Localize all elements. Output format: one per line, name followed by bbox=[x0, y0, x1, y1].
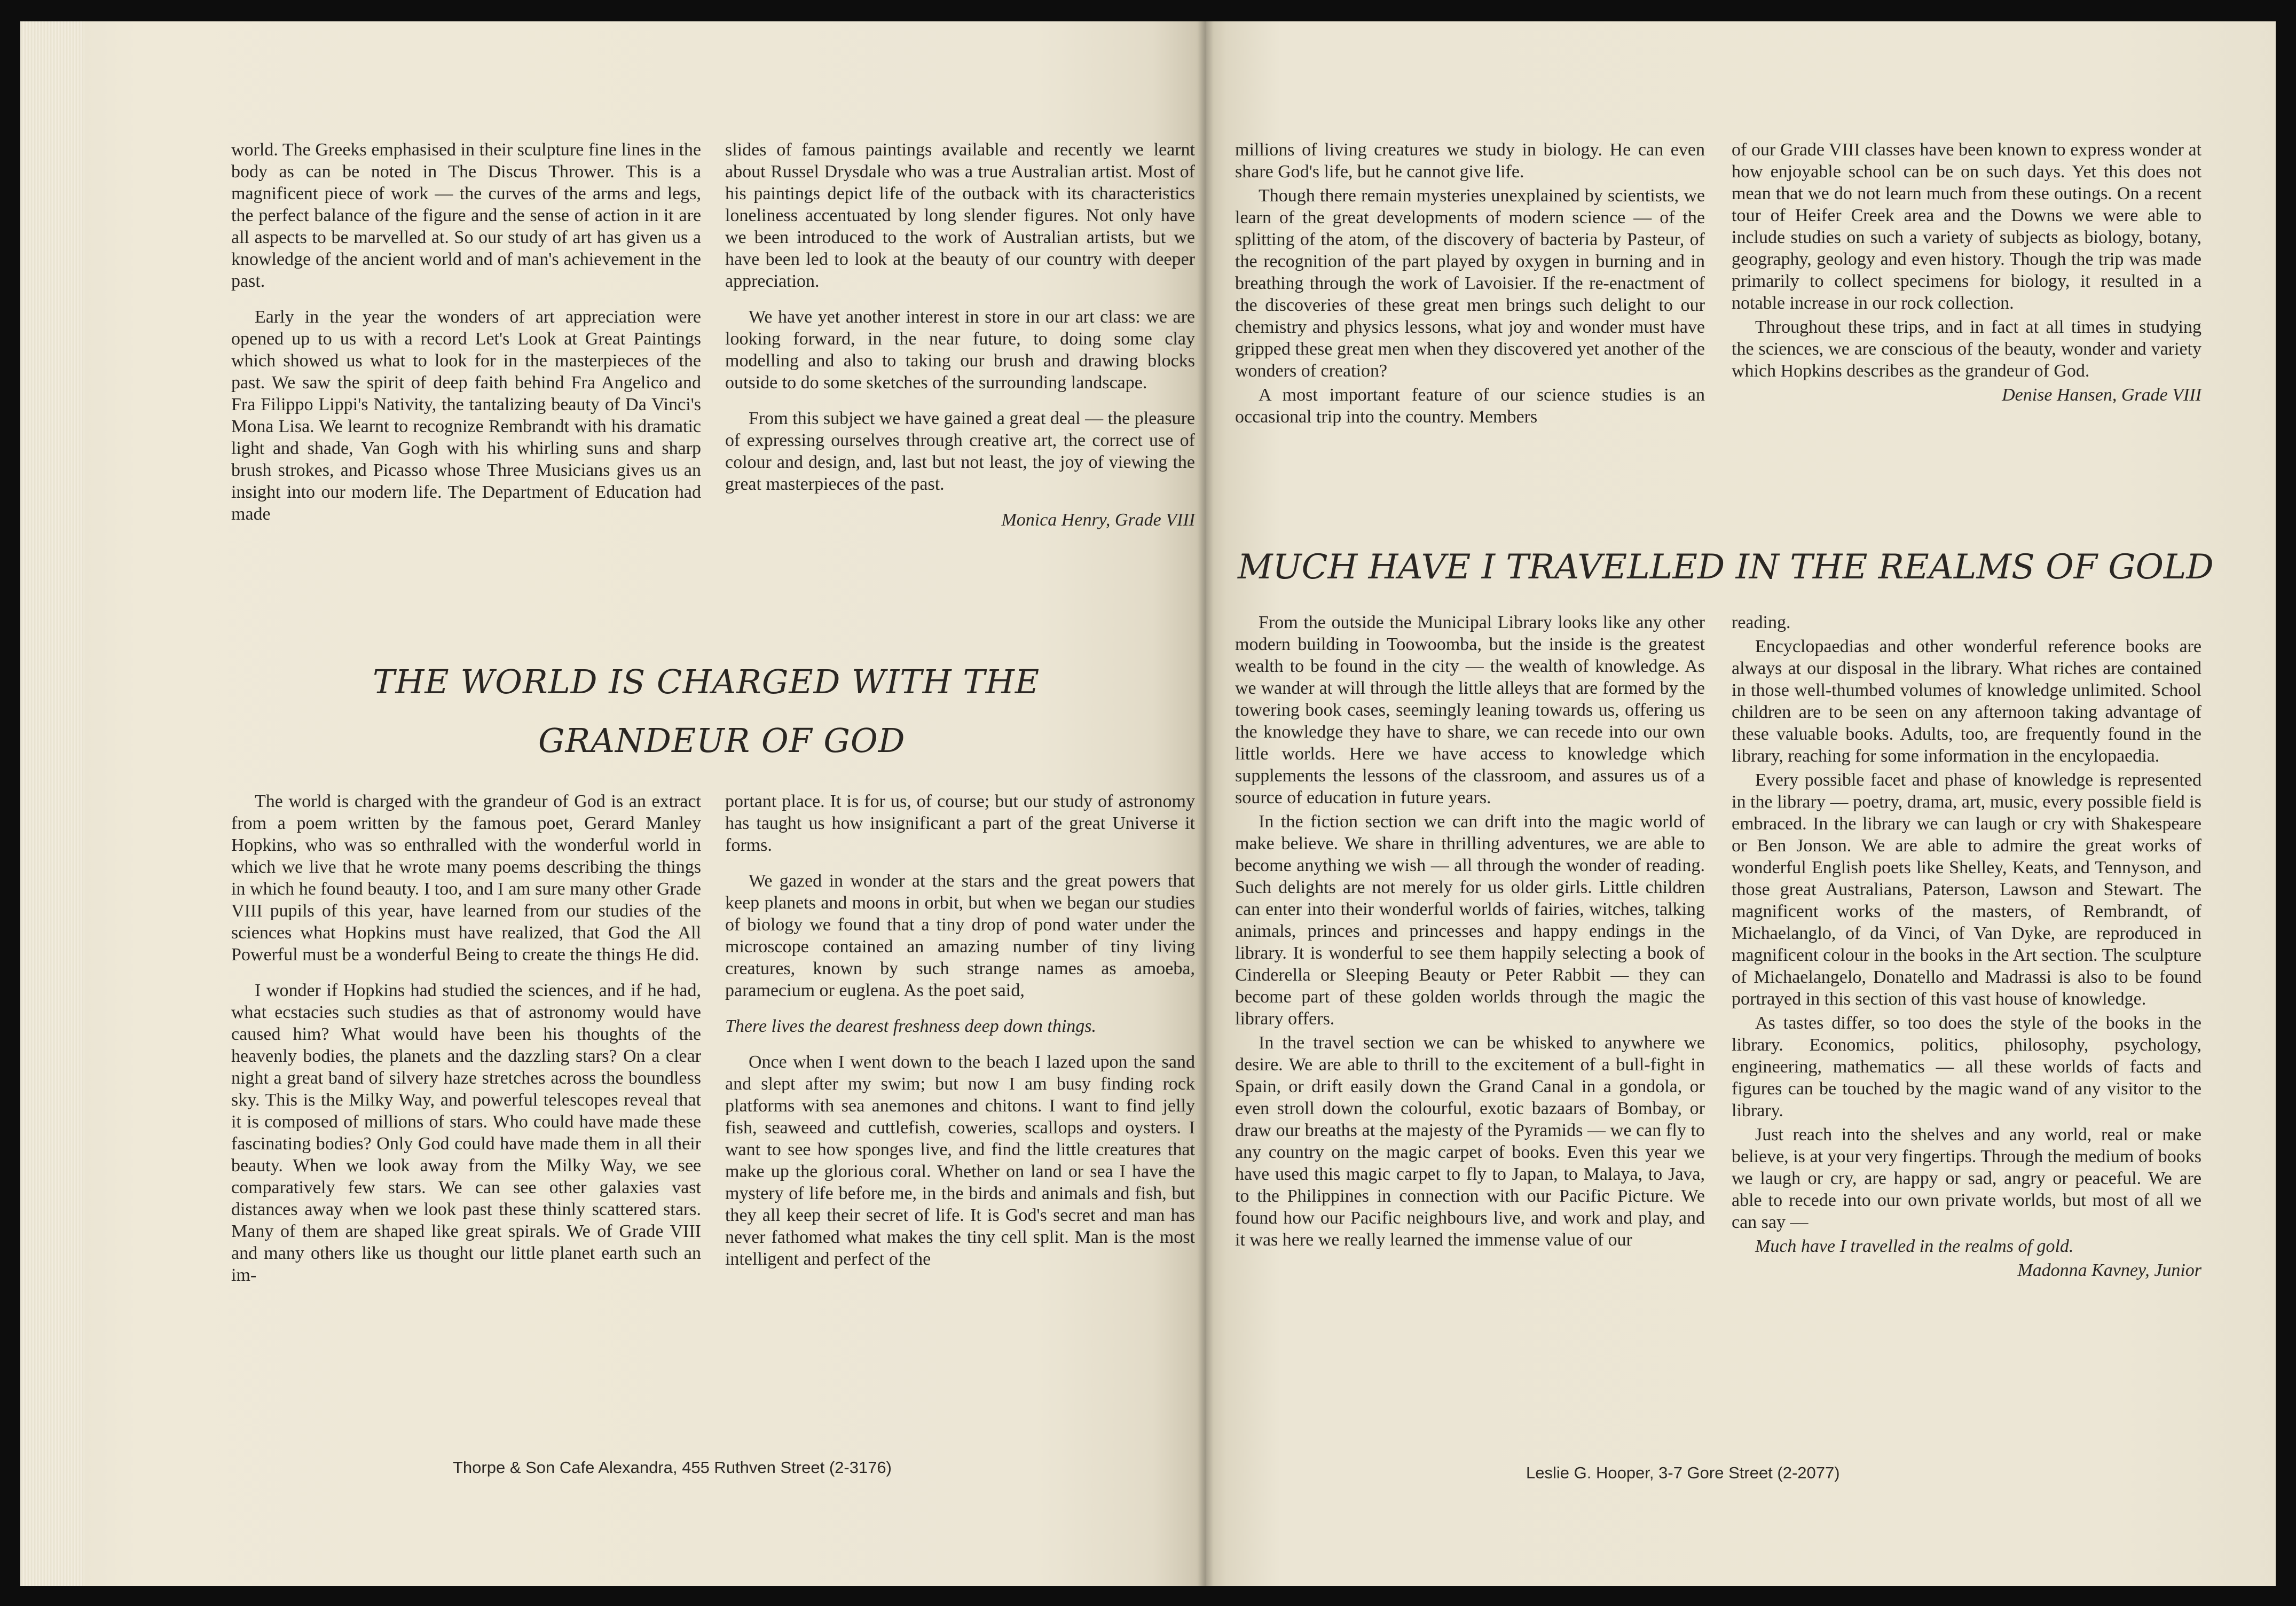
author-signature: Madonna Kavney, Junior bbox=[2017, 1260, 2201, 1280]
paragraph: Early in the year the wonders of art appreciation were opened up to us with a record Let's Look at Great Paintings which showed us what to look for in the masterpieces of the past. We saw the spirit of deep faith behind Fra Angelico and Fra Filippo Lippi's Nativity, the tantalizing beauty of Da Vinci's Mona Lisa. We learnt to recognize Rembrandt with his dramatic light and shade, Van Gogh with his whirling suns and sharp brush strokes, and Picasso whose Three Musicians gives us an insight into our modern life. The Department of Education had made bbox=[231, 307, 701, 524]
advertiser-footer: Thorpe & Son Cafe Alexandra, 455 Ruthven Street (2-3176) bbox=[453, 1458, 892, 1477]
paragraph: of our Grade VIII classes have been known to express wonder at how enjoyable school can be on such days. Yet this does not mean that we do not learn much from these outings. On a recent tour of Heifer Creek area and the Downs we were able to include studies on such a variety of subjects as biology, botany, geography, geology and even history. Though the trip was made primarily to collect specimens for biology, it resulted in a notable increase in our rock collection. bbox=[1732, 140, 2201, 313]
author-signature: Monica Henry, Grade VIII bbox=[1001, 510, 1195, 530]
paragraph: Throughout these trips, and in fact at all times in studying the sciences, we are conscious of the beauty, wonder and variety which Hopkins describes as the grandeur of God. bbox=[1732, 317, 2201, 381]
grandeur-article-column-2 bbox=[725, 790, 1195, 1284]
paragraph: millions of living creatures we study in biology. He can even share God's life, but he cannot give life. bbox=[1235, 140, 1705, 182]
paragraph: Encyclopaedias and other wonderful reference books are always at our disposal in the library. What riches are contained in those well-thumbed volumes of knowledge unlimited. School children are to be seen on any afternoon taking advantage of these valuable books. Adults, too, are frequently found in the library, reaching for some information in the encylopaedia. bbox=[1732, 637, 2201, 766]
grandeur-article-column-3 bbox=[1235, 139, 1705, 430]
grandeur-article-column-1 bbox=[231, 790, 701, 1300]
paragraph: slides of famous paintings available and recently we learnt about Russel Drysdale who was a true Australian artist. Most of his paintings depict life of the outback with its characteristics loneliness accentuated by long slender figures. Not only have we been introduced to the work of Australian artists, but we have been led to look at the beauty of our country with deeper appreciation. bbox=[725, 140, 1195, 291]
poem-quote: There lives the dearest freshness deep down things. bbox=[725, 1016, 1097, 1036]
left-page bbox=[20, 21, 1206, 1586]
paragraph: From the outside the Municipal Library looks like any other modern building in Toowoomba, but the inside is the greatest wealth to be found in the city — the wealth of knowledge. As we wander at will through the little alleys that are formed by the towering book cases, seemingly leaning towards us, offering us the knowledge they have to share, we can recede into our own little worlds. Here we have access to knowledge which supplements the lessons of the classroom, and assures us of a source of education in future years. bbox=[1235, 613, 1705, 808]
paragraph: Once when I went down to the beach I lazed upon the sand and slept after my swim; but now I am busy finding rock platforms with sea anemones and chitons. I want to find jelly fish, seaweed and cuttlefish, coweries, scallops and oysters. I want to see how sponges live, and find the little creatures that make up the glorious coral. Whether on land or sea I have the mystery of life before me, in the birds and animals and fish, but they all keep their secret of life. It is God's secret and man has never fathomed what makes the tiny cell split. Man is the most intelligent and perfect of the bbox=[725, 1052, 1195, 1269]
paragraph: The world is charged with the grandeur of God is an extract from a poem written by the famous poet, Gerard Manley Hopkins, who was so enthralled with the wonderful world in which we live that he wrote many poems describing the things in which he found beauty. I too, and I am sure many other Grade VIII pupils of this year, have learned from our studies of the sciences what Hopkins must have realized, that God the All Powerful must be a wonderful Being to create the things He did. bbox=[231, 792, 701, 965]
poem-quote: Much have I travelled in the realms of gold. bbox=[1755, 1236, 2074, 1256]
paragraph: world. The Greeks emphasised in their sculpture fine lines in the body as can be noted in The Discus Thrower. This is a magnificent piece of work — the curves of the arms and legs, the perfect balance of the figure and the sense of action in it are all aspects to be marvelled at. So our study of art has given us a knowledge of the ancient world and of man's achievement in the past. bbox=[231, 140, 701, 291]
article-title: MUCH HAVE I TRAVELLED IN THE REALMS OF GOLD bbox=[1238, 547, 2214, 587]
article-title-line-1: THE WORLD IS CHARGED WITH THE bbox=[373, 662, 1040, 701]
grandeur-article-column-4 bbox=[1732, 139, 2201, 420]
spine-gutter bbox=[1198, 21, 1214, 1586]
art-article-column-2 bbox=[725, 139, 1195, 545]
paragraph: A most important feature of our science studies is an occasional trip into the country. Members bbox=[1235, 385, 1705, 427]
paragraph: We gazed in wonder at the stars and the great powers that keep planets and moons in orbit, but when we began our studies of biology we found that a tiny drop of pond water under the microscope contained an amazing number of tiny living creatures, known by such strange names as amoeba, paramecium or euglena. As the poet said, bbox=[725, 871, 1195, 1000]
author-signature: Denise Hansen, Grade VIII bbox=[2002, 385, 2201, 405]
paragraph: Every possible facet and phase of knowledge is represented in the library — poetry, drama, art, music, every possible field is embraced. In the library we can laugh or cry with Shakespeare or Ben Jonson. We are able to admire the great works of wonderful English poets like Shelley, Keats, and Tennyson, and those great Australians, Paterson, Lawson and Stewart. The magnificent works of the masters, of Rembrandt, of Michaelanglo, of da Vinci, of Van Dyke, are reproduced in magnificent colour in the books in the Art section. The sculpture of Michaelangelo, Donatello and Madrassi is also to be found portrayed in this section of this vast house of knowledge. bbox=[1732, 770, 2201, 1009]
magazine-spread bbox=[20, 21, 2276, 1586]
page-stack-edge bbox=[20, 21, 84, 1586]
paragraph: As tastes differ, so too does the style of the books in the library. Economics, politics, philosophy, psychology, engineering, mathematics — all these worlds of facts and figures can be touched by the magic wand of any visitor to the library. bbox=[1732, 1013, 2201, 1121]
paragraph: In the travel section we can be whisked to anywhere we desire. We are able to thrill to the excitement of a bull-fight in Spain, or drift easily down the Grand Canal in a gondola, or even stroll down the colourful, exotic bazaars of Bombay, or draw our breaths at the majesty of the Pyramids — we can fly to any country on the magic carpet of books. Even this year we have used this magic carpet to fly to Japan, to Malaya, to Java, to the Philippines in connection with our Pacific Picture. We found how our Pacific neighbours live, and work and play, and it was here we really learned the immense value of our bbox=[1235, 1033, 1705, 1250]
paragraph: I wonder if Hopkins had studied the sciences, and if he had, what ecstacies such studies as that of astronomy would have caused him? What would have been his thoughts of the heavenly bodies, the planets and the dazzling stars? On a clear night a great band of silvery haze stretches across the boundless sky. This is the Milky Way, and powerful telescopes reveal that it is composed of millions of stars. Who could have made these fascinating bodies? Only God could have made them in all their beauty. When we look away from the Milky Way, we see comparatively few stars. We can see other galaxies vast distances away when we look past these thinly scattered stars. Many of them are shaped like great spirals. We of Grade VIII and many others like us thought our little planet earth such an im- bbox=[231, 981, 701, 1285]
art-article-column-1 bbox=[231, 139, 701, 539]
paragraph: portant place. It is for us, of course; but our study of astronomy has taught us how insignificant a part of the great Universe it forms. bbox=[725, 792, 1195, 855]
paragraph: reading. bbox=[1732, 613, 1791, 632]
paragraph: From this subject we have gained a great deal — the pleasure of expressing ourselves through creative art, the correct use of colour and design, and, last but not least, the joy of viewing the great masterpieces of the past. bbox=[725, 409, 1195, 494]
advertiser-footer: Leslie G. Hooper, 3-7 Gore Street (2-2077) bbox=[1526, 1463, 1840, 1482]
article-title-line-2: GRANDEUR OF GOD bbox=[538, 721, 906, 760]
right-page bbox=[1206, 21, 2276, 1586]
paragraph: We have yet another interest in store in our art class: we are looking forward, in the near future, to doing some clay modelling and also to taking our brush and drawing blocks outside to do some sketches of the surrounding landscape. bbox=[725, 307, 1195, 393]
paragraph: Though there remain mysteries unexplained by scientists, we learn of the great developments of modern science — of the splitting of the atom, of the discovery of bacteria by Pasteur, of the recognition of the part played by oxygen in burning and in breathing through the work of Lavoisier. If the re-enactment of the discoveries of these great men brings such delight to our chemistry and physics lessons, what joy and wonder must have gripped these great men when they discovered yet another of the wonders of creation? bbox=[1235, 186, 1705, 381]
library-article-column-1 bbox=[1235, 612, 1705, 1253]
paragraph: In the fiction section we can drift into the magic world of make believe. We share in thrilling adventures, we are able to become anything we wish — all through the wonder of reading. Such delights are not merely for us older girls. Little children can enter into their wonderful worlds of fairies, witches, talking animals, princes and princesses and happy endings in the library. It is wonderful to see them happily selecting a book of Cinderella or Sleeping Beauty or Peter Rabbit — they can become part of these golden worlds through the magic the library offers. bbox=[1235, 812, 1705, 1029]
library-article-column-2 bbox=[1732, 612, 2201, 1295]
paragraph: Just reach into the shelves and any world, real or make believe, is at your very fingertips. Through the medium of books we laugh or cry, are happy or sad, angry or peaceful. We are able to recede into our own private worlds, but most of all we can say — bbox=[1732, 1125, 2201, 1232]
